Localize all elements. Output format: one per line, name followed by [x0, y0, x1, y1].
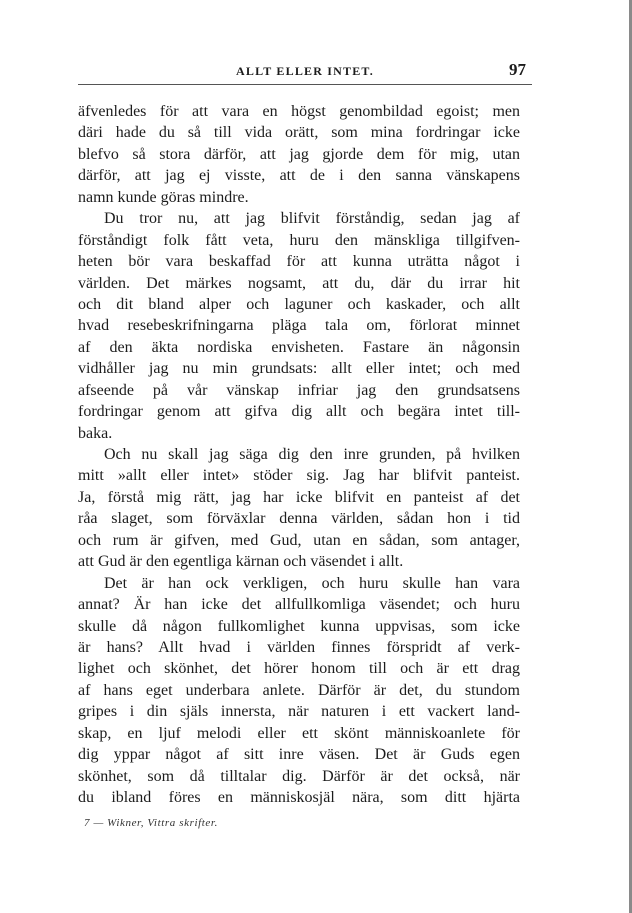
text-line: baka. — [78, 424, 113, 442]
text-line: att Gud är den egentliga kärnan och väsendet i allt. — [78, 553, 404, 571]
text-line: Ja, förstå mig rätt, jag har icke blifvit en panteist af det — [78, 488, 520, 506]
text-line: heten bör vara beskaffad för att kunna uträtta något i — [78, 253, 520, 271]
text-line: är hans? Allt hvad i världen finnes förspridt af verk- — [78, 638, 520, 656]
text-line: förståndigt folk fått veta, huru den mänskliga tillgifven- — [78, 231, 520, 249]
text-line: dig yppar något af sitt inre väsen. Det är Guds egen — [78, 746, 520, 764]
text-line: vidhåller jag nu min grundsats: allt eller intet; och med — [78, 360, 520, 378]
text-line: Och nu skall jag säga dig den inre grunden, på hvilken — [104, 446, 520, 463]
text-line: namn kunde göras mindre. — [78, 188, 249, 206]
signature-line: 7 — Wikner, Vittra skrifter. — [84, 817, 218, 829]
page-number: 97 — [509, 60, 526, 79]
text-line: däri hade du så till vida orätt, som mina fordringar icke — [78, 124, 520, 142]
text-line: råa slaget, som förväxlar denna världen, sådan hon i tid — [78, 510, 520, 528]
text-line: af hans eget underbara anlete. Därför är det, du stundom — [78, 681, 520, 699]
text-line: afseende på vår vänskap infriar jag den grundsatsens — [78, 381, 520, 399]
text-line: du ibland föres en människosjäl nära, som ditt hjärta — [78, 789, 520, 806]
header-rule — [78, 84, 532, 85]
body-text — [78, 101, 520, 808]
text-line: Du tror nu, att jag blifvit förståndig, sedan jag af — [104, 210, 520, 228]
running-head — [78, 62, 532, 84]
text-line: världen. Det märkes nogsamt, att du, där du irrar hit — [78, 274, 520, 292]
text-line: Det är han ock verkligen, och huru skulle han vara — [104, 574, 520, 592]
text-line: äfvenledes för att vara en högst genombildad egoist; men — [78, 103, 520, 120]
text-line: annat? Är han icke det allfullkomliga väsendet; och huru — [78, 596, 520, 614]
text-line: och rum är gifven, med Gud, utan en sådan, som antager, — [78, 531, 520, 549]
text-line: och dit bland alper och laguner och kaskader, och allt — [78, 295, 520, 313]
text-line: gripes i din själs innersta, när naturen i ett vackert land- — [78, 703, 520, 721]
text-line: hvad resebeskrifningarna pläga tala om, förlorat minnet — [78, 317, 520, 335]
running-title: ALLT ELLER INTET. — [236, 64, 374, 78]
text-line: skulle då någon fullkomlighet kunna uppvisas, som icke — [78, 617, 520, 635]
text-line: lighet och skönhet, det hörer honom till och är ett drag — [78, 660, 520, 678]
text-line: af den äkta nordiska envisheten. Fastare än någonsin — [78, 338, 520, 356]
text-line: blefvo så stora därför, att jag gjorde dem för mig, utan — [78, 145, 520, 163]
text-line: skap, en ljuf melodi eller ett skönt människoanlete för — [78, 724, 520, 742]
text-line: fordringar genom att gifva dig allt och begära intet till- — [78, 403, 520, 421]
text-line: mitt »allt eller intet» stöder sig. Jag har blifvit panteist. — [78, 467, 520, 485]
text-line: skönhet, som då tilltalar dig. Därför är det också, när — [78, 767, 520, 785]
text-line: därför, att jag ej visste, att de i den sanna vänskapens — [78, 167, 520, 185]
